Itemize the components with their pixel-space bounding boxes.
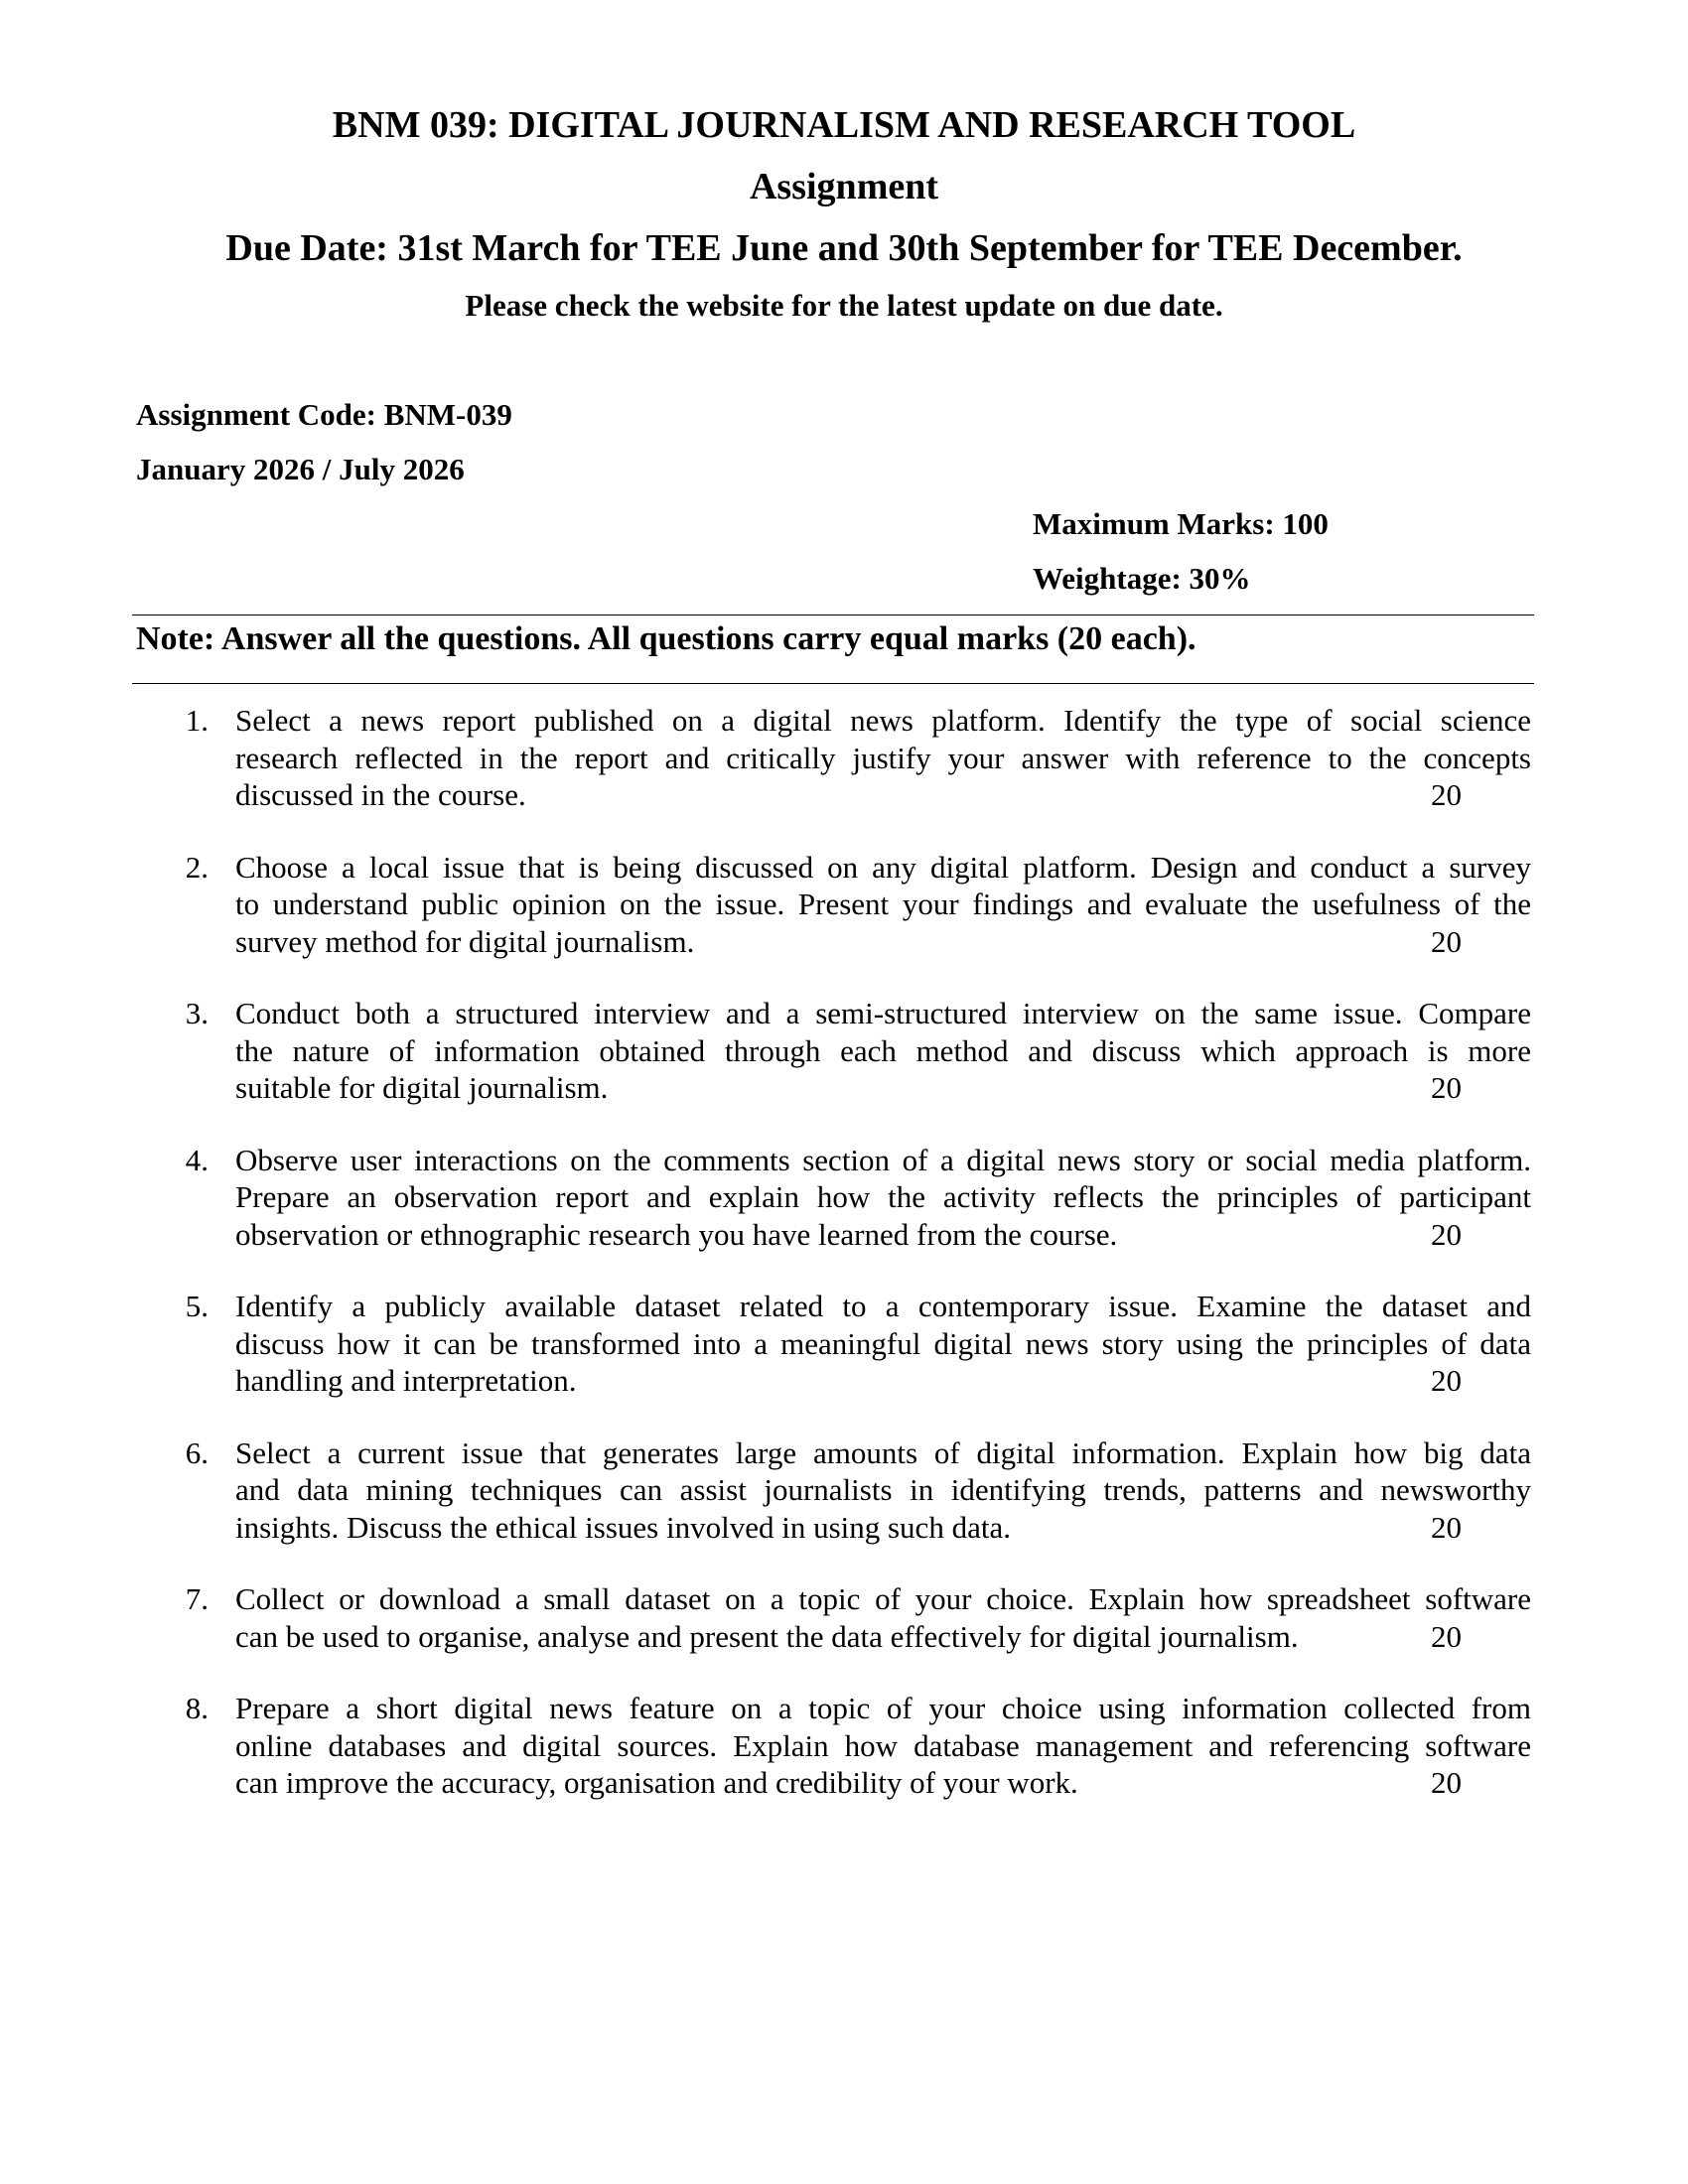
question-number: 2. — [185, 849, 209, 885]
question-line: Identify a publicly available dataset related to a contemporary issue. Examine the dataset and — [235, 1289, 1531, 1323]
question-line: discussed in the course. — [235, 777, 526, 812]
due-date-note: Please check the website for the latest update on due date. — [465, 288, 1223, 323]
question-marks: 20 — [1431, 1618, 1462, 1654]
question-number: 5. — [185, 1289, 209, 1323]
question-marks: 20 — [1431, 1070, 1462, 1105]
question-line: Observe user interactions on the comments section of a digital news story or social media platform. — [235, 1142, 1531, 1177]
question-item — [0, 1288, 1688, 1400]
question-item — [0, 1690, 1688, 1802]
session: January 2026 / July 2026 — [136, 452, 465, 486]
question-line: suitable for digital journalism. — [235, 1070, 609, 1105]
question-line: discuss how it can be transformed into a meaningful digital news story using the principles of data — [235, 1325, 1531, 1361]
course-title: BNM 039: DIGITAL JOURNALISM AND RESEARCH TOOL — [332, 104, 1356, 146]
question-line: Collect or download a small dataset on a topic of your choice. Explain how spreadsheet software — [235, 1581, 1531, 1616]
divider-top — [132, 614, 1534, 615]
question-marks: 20 — [1431, 777, 1462, 812]
instructions-note: Note: Answer all the questions. All questions carry equal marks (20 each). — [136, 620, 1196, 657]
question-item — [0, 702, 1688, 814]
question-marks: 20 — [1431, 923, 1462, 959]
question-line: survey method for digital journalism. — [235, 923, 695, 959]
question-marks: 20 — [1431, 1363, 1462, 1398]
question-marks: 20 — [1431, 1216, 1462, 1252]
question-line: observation or ethnographic research you have learned from the course. — [235, 1216, 1118, 1252]
question-number: 4. — [185, 1142, 209, 1177]
question-line: can be used to organise, analyse and present the data effectively for digital journalism. — [235, 1618, 1299, 1654]
question-line: research reflected in the report and critically justify your answer with reference to the concepts — [235, 740, 1531, 775]
question-line: Select a current issue that generates large amounts of digital information. Explain how big data — [235, 1434, 1531, 1470]
question-item — [0, 849, 1688, 961]
maximum-marks: Maximum Marks: 100 — [1033, 506, 1329, 541]
question-line: insights. Discuss the ethical issues involved in using such data. — [235, 1509, 1011, 1545]
question-text — [235, 1580, 1531, 1655]
question-marks: 20 — [1431, 1509, 1462, 1545]
question-item — [0, 1434, 1688, 1547]
question-text — [235, 1288, 1531, 1400]
question-item — [0, 1142, 1688, 1254]
divider-bottom — [132, 683, 1534, 684]
question-line: and data mining techniques can assist journalists in identifying trends, patterns and newsworthy — [235, 1472, 1531, 1507]
question-marks: 20 — [1431, 1765, 1462, 1800]
question-number: 1. — [185, 703, 209, 738]
weightage: Weightage: 30% — [1033, 561, 1251, 596]
question-number: 6. — [185, 1434, 209, 1470]
question-number: 8. — [185, 1691, 209, 1725]
question-line: handling and interpretation. — [235, 1363, 577, 1398]
due-date: Due Date: 31st March for TEE June and 30th September for TEE December. — [225, 227, 1463, 269]
question-line: the nature of information obtained through each method and discuss which approach is more — [235, 1032, 1531, 1068]
question-text — [235, 995, 1531, 1107]
question-number: 7. — [185, 1581, 209, 1616]
question-line: Select a news report published on a digital news platform. Identify the type of social science — [235, 703, 1531, 738]
question-line: Prepare an observation report and explain how the activity reflects the principles of participant — [235, 1179, 1531, 1214]
question-text — [235, 849, 1531, 961]
assignment-code: Assignment Code: BNM-039 — [136, 397, 512, 432]
question-number: 3. — [185, 996, 209, 1030]
question-item — [0, 1580, 1688, 1655]
question-text — [235, 702, 1531, 814]
question-line: Prepare a short digital news feature on a topic of your choice using information collected from — [235, 1691, 1531, 1725]
question-text — [235, 1434, 1531, 1547]
question-text — [235, 1142, 1531, 1254]
question-line: can improve the accuracy, organisation and credibility of your work. — [235, 1765, 1078, 1800]
question-line: Choose a local issue that is being discussed on any digital platform. Design and conduct a survey — [235, 849, 1531, 885]
question-list — [0, 702, 1688, 1837]
question-line: Conduct both a structured interview and a semi-structured interview on the same issue. Compare — [235, 996, 1531, 1030]
question-text — [235, 1690, 1531, 1802]
document-type: Assignment — [749, 166, 939, 207]
question-line: online databases and digital sources. Explain how database management and referencing software — [235, 1727, 1531, 1763]
question-line: to understand public opinion on the issue. Present your findings and evaluate the usefulness of the — [235, 887, 1531, 921]
question-item — [0, 995, 1688, 1107]
